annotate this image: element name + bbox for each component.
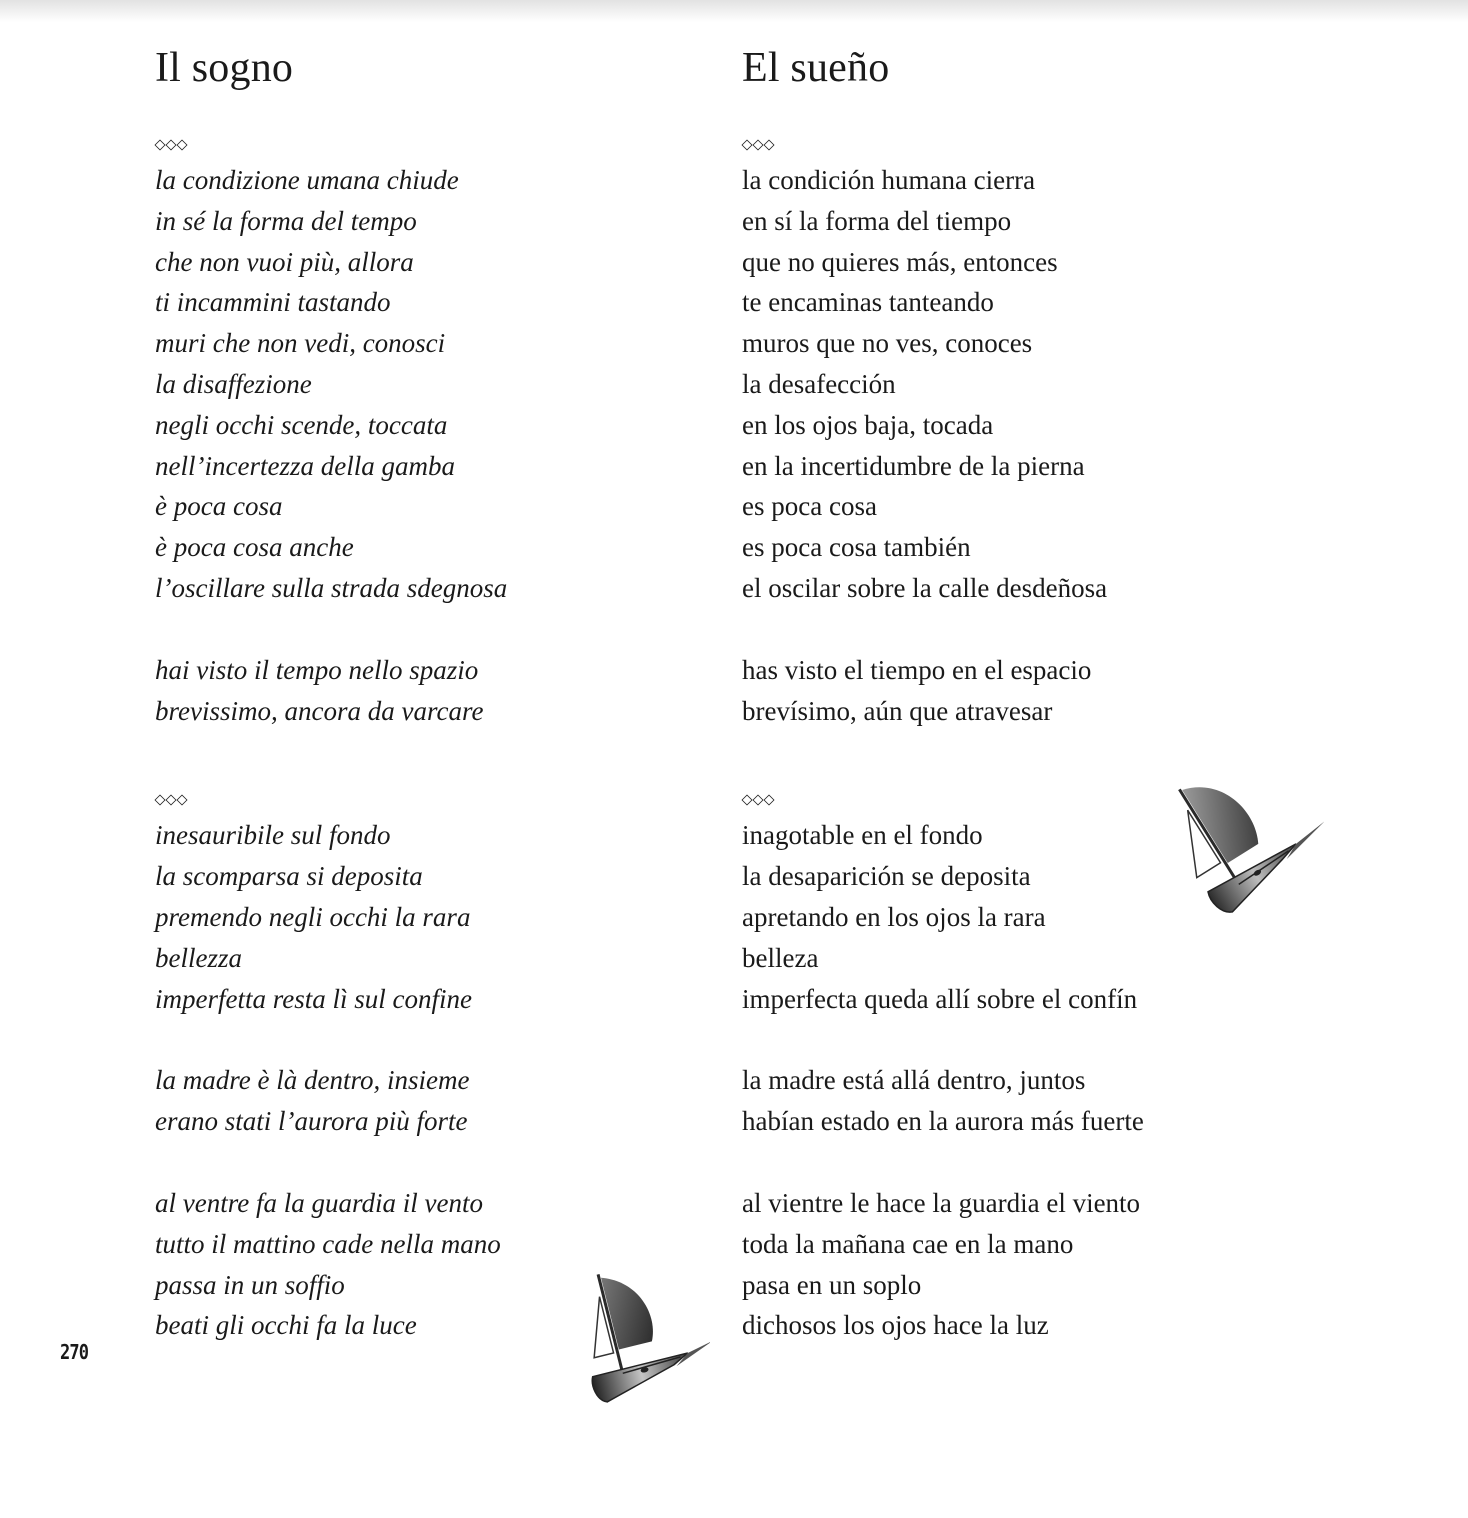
poem-body [742, 134, 1302, 1346]
poem-line: te encaminas tanteando [742, 287, 994, 318]
poem-line: hai visto il tempo nello spazio [155, 654, 479, 685]
poem-line: la condición humana cierra [742, 165, 1036, 195]
poem-line: has visto el tiempo en el espacio [742, 654, 1092, 685]
poem-line: beati gli occhi fa la luce [155, 1310, 417, 1341]
pen-nib-sailboat-icon [1148, 760, 1324, 932]
section-divider-icon [742, 134, 1302, 156]
stanza-break [742, 609, 1302, 650]
pen-nib-sailboat-icon [570, 1260, 710, 1410]
poem-line: brevissimo, ancora da varcare [155, 695, 484, 726]
diamond-icon [763, 795, 774, 806]
poem-line: premendo negli occhi la rara [155, 901, 471, 932]
diamond-icon [741, 139, 752, 150]
poem-line: tutto il mattino cade nella mano [155, 1228, 501, 1259]
poem-title: Il sogno [155, 45, 294, 91]
poem-line: la scomparsa si deposita [155, 861, 423, 892]
diamond-icon [154, 795, 165, 806]
poem-section [742, 160, 1302, 731]
poem-line: che non vuoi più, allora [155, 246, 414, 277]
italian-poem [155, 40, 715, 1346]
poem-line: brevísimo, aún que atravesar [742, 695, 1053, 726]
top-shade [0, 0, 1468, 22]
poem-line: inesauribile sul fondo [155, 820, 391, 851]
poem-line: habían estado en la aurora más fuerte [742, 1106, 1144, 1137]
poem-line: al ventre fa la guardia il vento [155, 1187, 483, 1218]
page-number: 270 [60, 1340, 89, 1364]
poem-line: in sé la forma del tempo [155, 205, 417, 236]
poem-line: la madre è là dentro, insieme [155, 1065, 470, 1096]
poem-line: la disaffezione [155, 368, 312, 399]
poem-line: apretando en los ojos la rara [742, 901, 1046, 932]
poem-line: muri che non vedi, conosci [155, 328, 446, 359]
stanza-break [155, 609, 715, 650]
poem-line: belleza [742, 942, 819, 973]
stanza-break [742, 1019, 1302, 1060]
poem-line: bellezza [155, 942, 242, 973]
poem-line: pasa en un soplo [742, 1269, 922, 1300]
spanish-poem [742, 40, 1302, 1346]
diamond-icon [752, 139, 763, 150]
poem-line: la desaparición se deposita [742, 861, 1031, 892]
poem-line: es poca cosa [742, 491, 877, 522]
poem-line: en la incertidumbre de la pierna [742, 450, 1085, 481]
poem-line: l’oscillare sulla strada sdegnosa [155, 572, 508, 603]
poem-line: muros que no ves, conoces [742, 328, 1033, 359]
diamond-icon [176, 139, 187, 150]
poem-line: dichosos los ojos hace la luz [742, 1310, 1049, 1341]
poem-line: al vientre le hace la guardia el viento [742, 1187, 1141, 1218]
stanza-break [155, 1142, 715, 1183]
poem-line: ti incammini tastando [155, 287, 391, 318]
poem-line: que no quieres más, entonces [742, 246, 1058, 277]
poem-line: la madre está allá dentro, juntos [742, 1065, 1086, 1096]
diamond-icon [165, 139, 176, 150]
poem-line: passa in un soffio [155, 1269, 345, 1300]
poem-line: imperfetta resta lì sul confine [155, 983, 472, 1014]
poem-line: è poca cosa anche [155, 532, 354, 563]
section-divider-icon [155, 789, 715, 811]
poem-line: imperfecta queda allí sobre el confín [742, 983, 1138, 1014]
poem-line: erano stati l’aurora più forte [155, 1106, 468, 1137]
poem-line: en los ojos baja, tocada [742, 409, 994, 440]
poem-line: negli occhi scende, toccata [155, 409, 448, 440]
poem-line: la condizione umana chiude [155, 165, 459, 195]
diamond-icon [752, 795, 763, 806]
poem-section [155, 160, 715, 731]
poem-title: El sueño [742, 45, 890, 91]
poem-line: inagotable en el fondo [742, 820, 983, 851]
section-divider-icon [155, 134, 715, 156]
poem-line: toda la mañana cae en la mano [742, 1228, 1074, 1259]
poem-line: nell’incertezza della gamba [155, 450, 455, 481]
diamond-icon [154, 139, 165, 150]
poem-line: es poca cosa también [742, 532, 971, 563]
diamond-icon [165, 795, 176, 806]
poem-body [155, 134, 715, 1346]
poem-line: la desafección [742, 368, 896, 399]
poem-line: el oscilar sobre la calle desdeñosa [742, 572, 1108, 603]
diamond-icon [176, 795, 187, 806]
diamond-icon [741, 795, 752, 806]
poem-line: en sí la forma del tiempo [742, 205, 1012, 236]
poem-line: è poca cosa [155, 491, 283, 522]
stanza-break [155, 1019, 715, 1060]
diamond-icon [763, 139, 774, 150]
stanza-break [742, 1142, 1302, 1183]
